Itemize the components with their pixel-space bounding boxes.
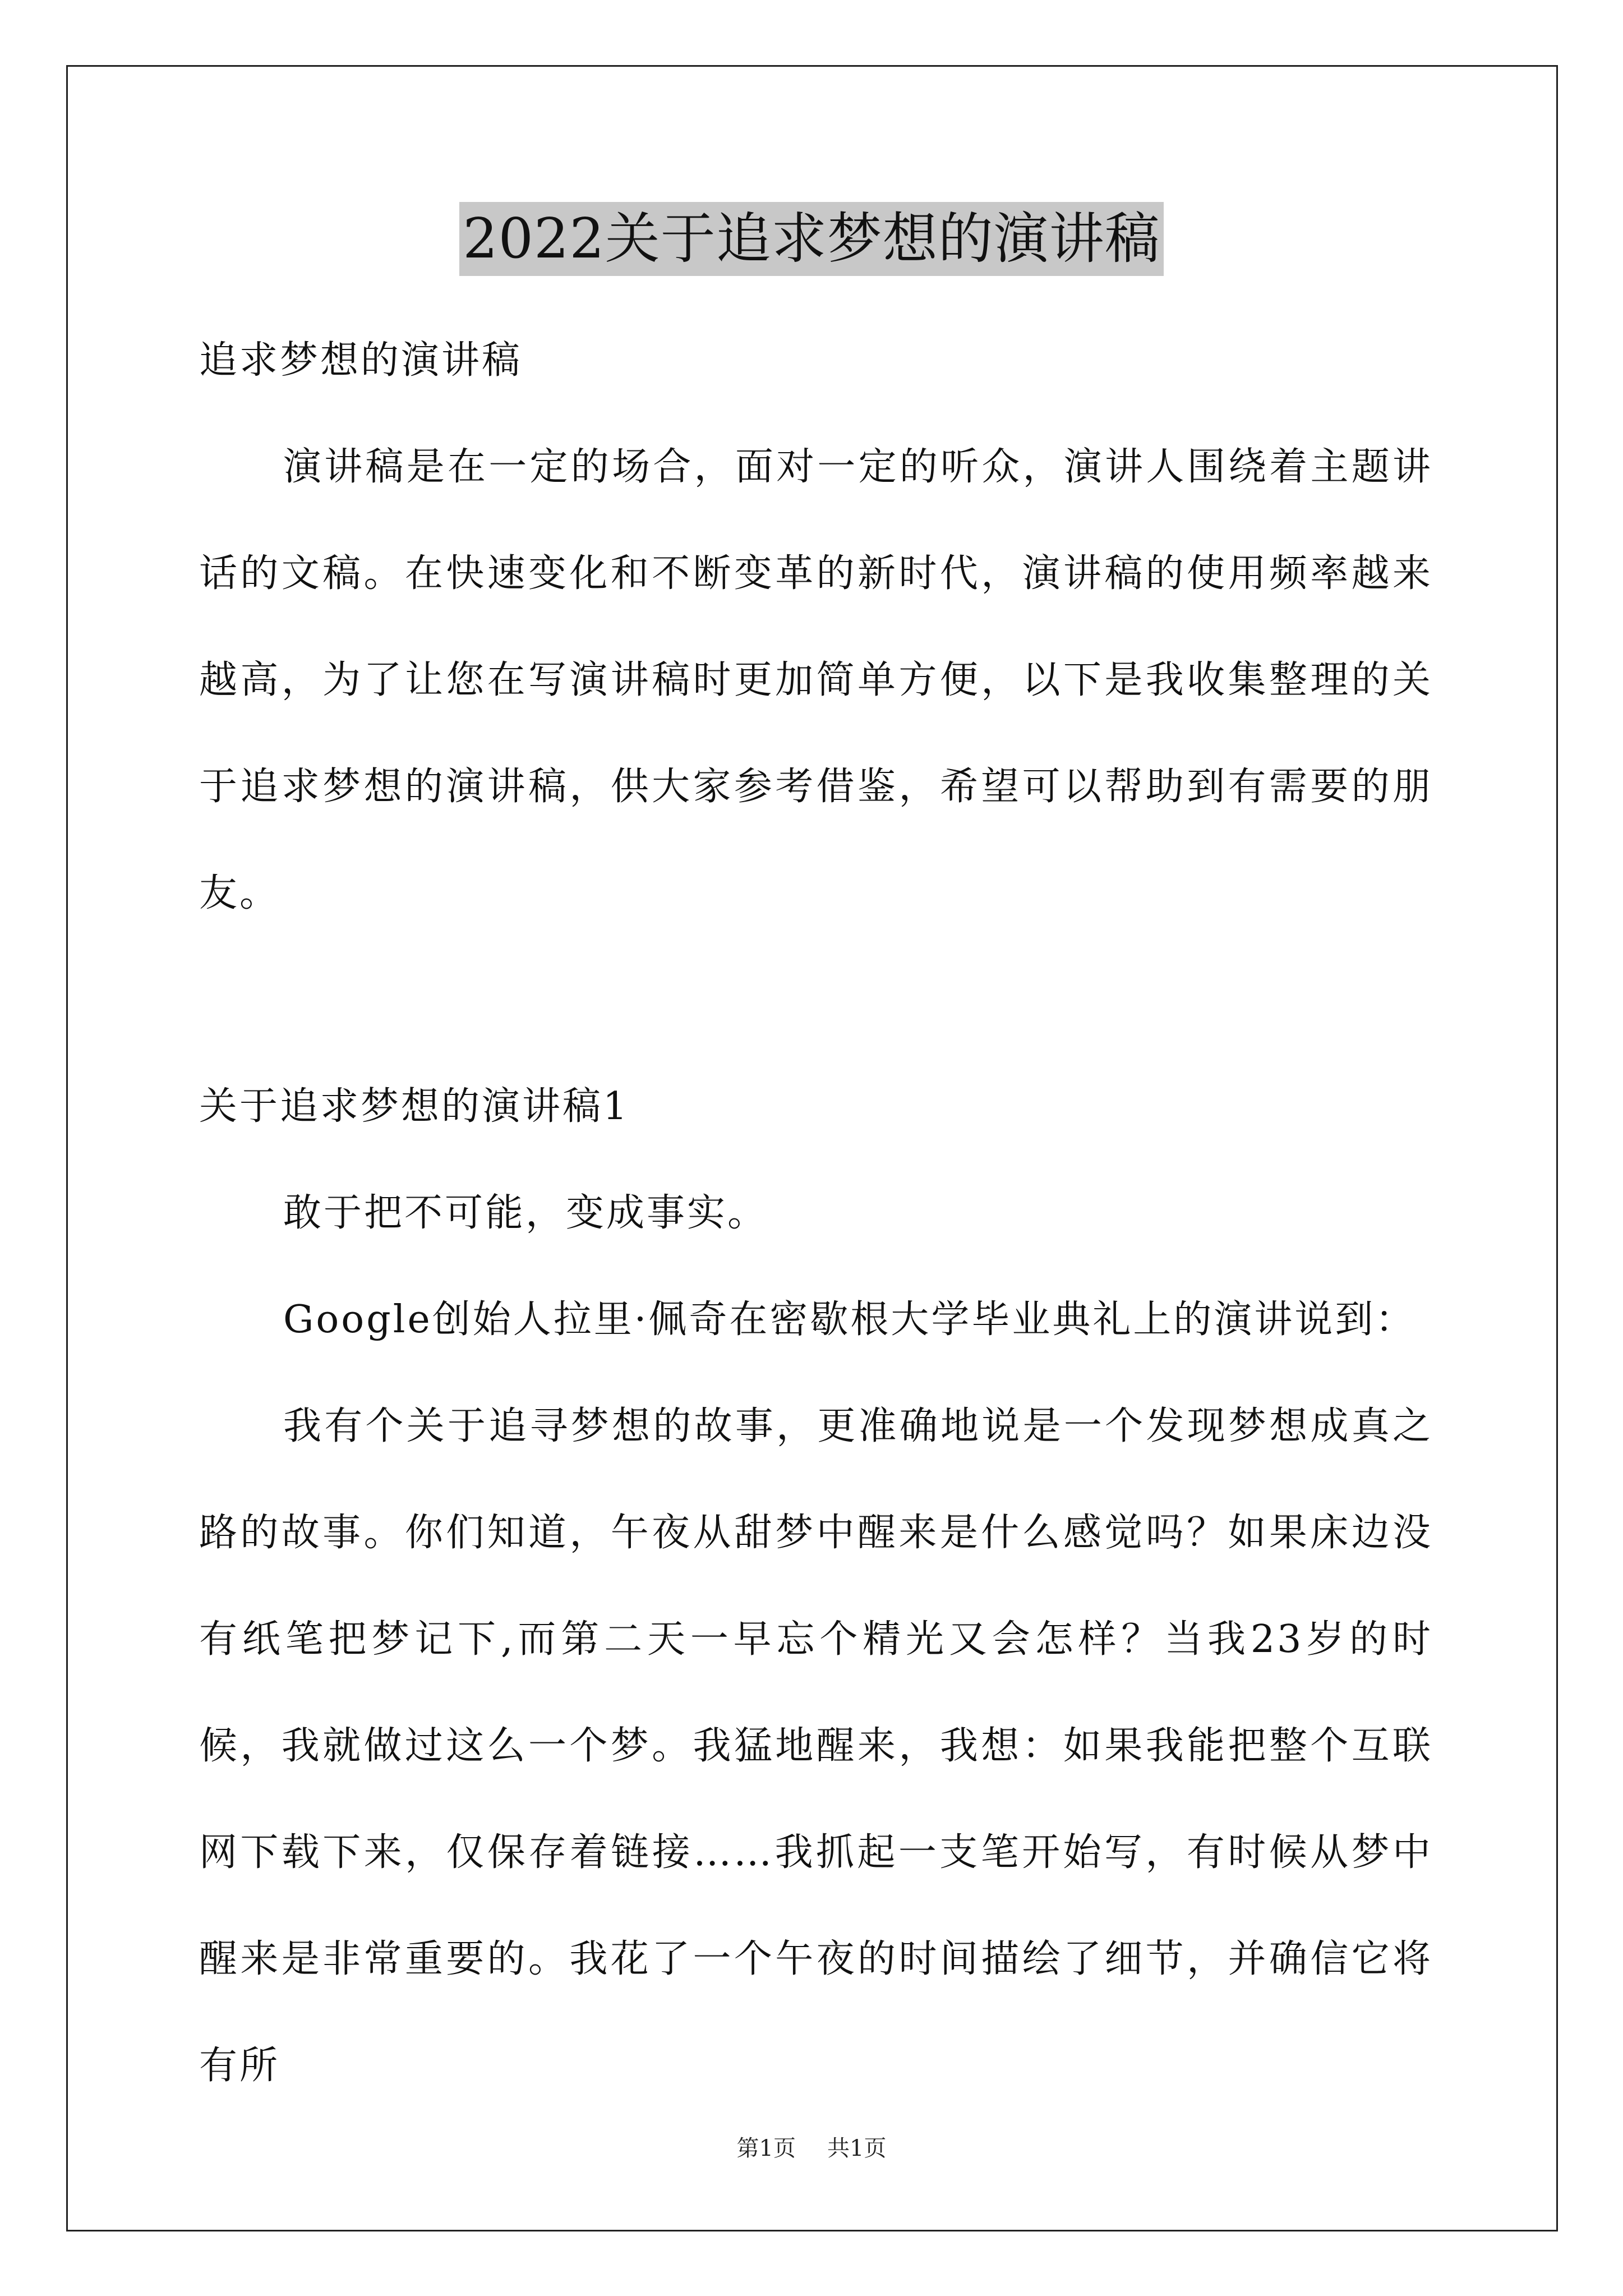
body-paragraph: 我有个关于追寻梦想的故事，更准确地说是一个发现梦想成真之路的故事。你们知道，午夜从甜梦中醒来是什么感觉吗？如果床边没有纸笔把梦记下,而第二天一早忘个精光又会怎样？当我23岁的时候，我就做过这么一个梦。我猛地醒来，我想：如果我能把整个互联网下载下来，仅保存着链接……我抓起一支笔开始写，有时候从梦中醒来是非常重要的。我花了一个午夜的时间描绘了细节，并确信它将有所 bbox=[199, 1404, 1433, 2088]
paragraph-gap bbox=[199, 947, 1433, 1053]
document-subtitle: 追求梦想的演讲稿 bbox=[199, 338, 523, 383]
intro-paragraph: 演讲稿是在一定的场合，面对一定的听众，演讲人围绕着主题讲话的文稿。在快速变化和不断变革的新时代，演讲稿的使用频率越来越高，为了让您在写演讲稿时更加简单方便，以下是我收集整理的关于追求梦想的演讲稿，供大家参考借鉴，希望可以帮助到有需要的朋友。 bbox=[199, 445, 1433, 915]
body-paragraph: 敢于把不可能，变成事实。 bbox=[283, 1191, 768, 1235]
page-total: 共1页 bbox=[827, 2136, 887, 2161]
document-body bbox=[199, 307, 1433, 2119]
title-container bbox=[0, 202, 1623, 276]
document-title: 2022关于追求梦想的演讲稿 bbox=[459, 202, 1163, 276]
section-heading: 关于追求梦想的演讲稿1 bbox=[199, 1084, 630, 1129]
page-footer bbox=[0, 2132, 1623, 2165]
page-number: 第1页 bbox=[736, 2136, 796, 2161]
body-paragraph: Google创始人拉里·佩奇在密歇根大学毕业典礼上的演讲说到： bbox=[283, 1297, 1416, 1342]
